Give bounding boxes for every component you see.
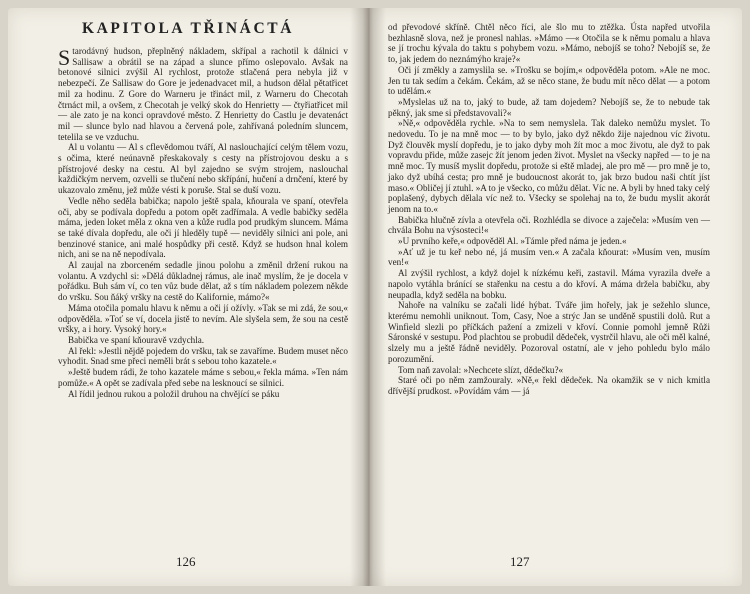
paragraph: Al zvýšil rychlost, a když dojel k nízkému keři, zastavil. Máma vyrazila dveře a napolo vytáhla bránící se stařenku na cestu a do křoví. A máma držela babičku, aby neupadla, když seděla na bobku. bbox=[388, 268, 710, 300]
paragraph: »Myslelas už na to, jaký to bude, až tam dojedem? Nebojíš se, že to nebude tak pěkný, jak sme si představovali?« bbox=[388, 96, 710, 118]
paragraph: »Ještě budem rádi, že toho kazatele máme s sebou,« řekla máma. »Ten nám pomůže.« A opět se zadívala před sebe na lesknoucí se silnici. bbox=[58, 367, 348, 388]
chapter-title: KAPITOLA TŘINÁCTÁ bbox=[81, 20, 294, 37]
paragraph: »Ně,« odpověděla rychle. »Na to sem nemyslela. Tak daleko nemůžu myslet. To nedovedu. To je na mně moc — to by bylo, jako dyž někdo žije najednou víc životu. Dyž člouvěk myslí dopředu, je to jako dyby moh žít moc a moc životu, ale dyž to pak vopravdu přide, může zasejc žít jenom jeden život. Myslet na všecky napřed — to je na mně moc. Ty musíš myslit dopředu, protože si eště mladej, ale pro mě — pro mně je to, jako dyž ubíhá cesta; pro mně je budoucnost akorát to, jak brzo budou naši chtít jíst maso.« Obličej jí ztuhl. »A to je všecko, co můžu dělat. Víc ne. A byli by hned taky celý poplašený, dybych dělala víc než to. Všecky se spolehaj na to, že budu myslit akorát jenom na to.« bbox=[388, 118, 710, 214]
left-page-text bbox=[58, 46, 348, 399]
paragraph: Babička ve spaní kňouravě vzdychla. bbox=[68, 334, 205, 345]
paragraph: Babička hlučně zívla a otevřela oči. Rozhlédla se divoce a zaječela: »Musím ven — chvála Bohu na výsosteci!« bbox=[388, 214, 710, 236]
paragraph: Vedle něho seděla babička; napolo ještě spala, kňourala ve spaní, otevřela oči, aby se podívala dopředu a potom opět zadřímala. A vedle babičky seděla máma, jeden loket měla z okna ven a kůže rudla pod prudkým sluncem. Máma se také dívala dopředu, ale oči jí hleděly tupě — neviděly silnici ani pole, ani benzinové stanice, ani malé hospůdky při cestě. Když se hudson hnal kolem nich, ani se na ně nepodívala. bbox=[58, 195, 348, 260]
paragraph: Al řekl: »Jestli nějdě pojedem do vršku, tak se zavaříme. Budem muset něco vyhodit. Snad sme přeci neměli brát s sebou toho kazatele.« bbox=[58, 345, 348, 367]
paragraph: Máma otočila pomalu hlavu k němu a oči jí ožívly. »Tak se mi zdá, že sou,« odpověděla. »Toť se ví, docela jistě to nevím. Ale slyšela sem, že sou na cestě vršky, a i hory. Vysoký hory.« bbox=[58, 302, 348, 335]
right-page bbox=[370, 8, 742, 586]
page-number-right: 127 bbox=[510, 554, 530, 569]
paragraph: Al zaujal na zborceném sedadle jinou polohu a změnil držení rukou na volantu. A vzdychl si: »Dělá důkladnej rámus, ale inač myslím, že je docela v pořádku. Buh sám ví, co ten vůz bude dělat, až s tím nákladem polezem někde do vršku. Sou ňáký vršky na cestě do Kalifornie, mámo?« bbox=[58, 260, 348, 303]
paragraph: Tom naň zavolal: »Nechcete slízt, dědečku?« bbox=[398, 364, 564, 375]
drop-cap: S bbox=[58, 45, 71, 70]
left-page bbox=[8, 8, 368, 586]
paragraph: Al u volantu — Al s cflevědomou tváří, Al naslouchající celým tělem vozu, s očima, které neúnavně přeskakovaly s cesty na přístrojovou desku a s přístrojové desky na cestu. Al byl zajedno se svým strojem, naslouchal každičkým nervem, ozvelli se tlučení nebo skřípání, hučení a drnčení, které by ukazovalo změnu, jež může vésti k poruše. Stal se duší vozu. bbox=[58, 142, 348, 196]
paragraph: Nahoře na valníku se začali lidé hýbat. Tváře jim hořely, jak je sežehlo slunce, kterému nemohli uniknout. Tom, Casy, Noe a strýc Jan se unděně spustili dolů. Rut a Winfield slezli po příčkách pažení a zmizeli v křoví. Connie pomohl jemně Růži Sáronské v sestupu. Pod plachtou se probudil dědeček, vystrčil hlavu, ale oči měl kalné, slzely mu a ještě řádně neviděly. Pozoroval ostatní, ale v jeho pohledu bylo málo porozumění. bbox=[388, 300, 710, 364]
paragraph: od převodové skříně. Chtěl něco říci, ale šlo mu to ztěžka. Ústa napřed utvořila bezhlasně slova, než je pronesl nahlas. »Mámo —« Otočila se k němu pomalu a hlava se jí trochu kývala do taktu s pohybem vozu. »Mámo, nebojíš se toho? Nebojíš se, že to, jak jedem do neznámýho kraje?« bbox=[388, 22, 710, 65]
paragraph-text: tarodávný hudson, přeplněný nákladem, skřípal a rachotil k dálnici v Sallisaw a obrátil se na západ a slunce přímo oslepovalo. Avšak na betonové silnici zvýšil Al rychlost, protože stlačená pera nebyla již v nebezpečí. Ze Sallisaw do Gore je jedenadvacet mil, a hudson dělal pětatřicet mil za hodinu. Z Gore do Warneru je třináct mil, z Warneru do Checotah čtrnáct mil, a ovšem, z Checotah je velký skok do Henrietty — čtyřiatřicet mil — ale zato je na konci opravdové město. Z Henrietty do Castlu je devatenáct mil — slunce bylo nad hlavou a červená pole, zahřívaná poledním sluncem, tetelila se ve vzduchu. bbox=[58, 46, 348, 142]
paragraph: Staré oči po něm zamžouraly. »Ně,« řekl dědeček. Na okamžik se v nich kmitla dřívější prudkost. »Povídám vám — já bbox=[388, 375, 710, 396]
right-page-text bbox=[388, 22, 710, 397]
page-number-left: 126 bbox=[176, 554, 196, 569]
paragraph: Al řídil jednou rukou a položil druhou na chvějící se páku bbox=[68, 388, 280, 399]
paragraph: Oči jí změkly a zamyslila se. »Trošku se bojím,« odpověděla potom. »Ale ne moc. Jen tu tak sedím a čekám. Čekám, až se něco stane, že budu mít něco dělat — a potom to udělám.« bbox=[388, 64, 710, 97]
paragraph: »Ať už je tu keř nebo né, já musím ven.« A začala kňourat: »Musím ven, musím ven!« bbox=[388, 246, 710, 268]
paragraph: »U prvního keře,« odpověděl Al. »Támle před náma je jeden.« bbox=[398, 236, 627, 247]
paragraph bbox=[58, 46, 348, 142]
